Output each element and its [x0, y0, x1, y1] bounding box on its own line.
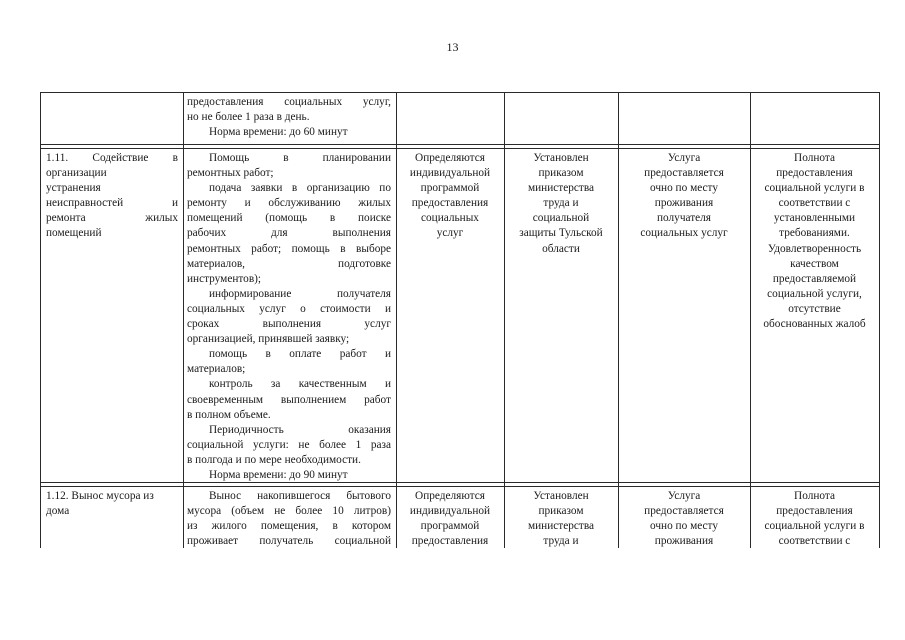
row-1-11-terms-cell — [506, 151, 616, 257]
cell-text-line: предоставления — [411, 535, 489, 548]
cell-text-line: Удовлетворенность — [767, 242, 862, 255]
cell-text-line: Услуга — [667, 152, 701, 164]
cell-text-line: проживания — [654, 197, 714, 210]
cell-text-line: предоставляемой — [772, 272, 857, 285]
cell-text-line: в полном объеме. — [187, 408, 271, 421]
cell-text-line: мусора (объем не более 10 литров) — [187, 505, 391, 518]
cell-text-line: требованиями. — [779, 227, 850, 240]
page-number: 13 — [446, 40, 459, 54]
cell-text-line: организацией, принявшей заявку; — [187, 333, 350, 346]
cell-text-line: 1.12. Вынос мусора из — [46, 490, 154, 502]
table-border-top — [40, 92, 880, 93]
row-divider-2 — [40, 148, 880, 149]
cell-text-line: приказом — [538, 505, 584, 518]
cell-text-line: установленными — [773, 212, 856, 225]
cell-text-line: проживает получатель социальной — [187, 535, 391, 548]
cell-text-line: социальной услуги, — [767, 287, 862, 300]
cell-text-line: ремонтных работ; — [187, 167, 274, 180]
cell-text-line: информирование получателя — [209, 287, 391, 300]
row-1-11-quality-cell — [752, 151, 877, 332]
cell-text-line: очно по месту — [650, 182, 718, 195]
cell-text-line: социальной услуги: не более 1 раза — [187, 438, 391, 451]
row-1-12-service-cell — [46, 489, 178, 519]
cell-text-line: рабочих для выполнения — [187, 227, 391, 240]
row-1-12-quality-cell — [752, 489, 877, 549]
cell-text-line: ремонта жилых — [46, 212, 178, 225]
cell-text-line: материалов, подготовке — [187, 257, 391, 270]
cell-text-line: социальной — [532, 212, 590, 225]
column-divider-5 — [750, 92, 751, 548]
cell-text-line: но не более 1 раза в день. — [187, 111, 310, 124]
cell-text-line: качеством — [790, 257, 839, 270]
cell-text-line: предоставления — [411, 197, 489, 210]
cell-text-line: Услуга — [667, 490, 701, 502]
cell-text-line: программой — [420, 182, 480, 195]
cell-text-line: очно по месту — [650, 520, 718, 533]
cell-text-line: программой — [420, 520, 480, 533]
cell-text-line: Определяются — [415, 152, 485, 164]
cell-text-line: помещений — [46, 227, 102, 240]
cell-text-line: ремонту и обслуживанию жилых — [187, 197, 391, 210]
cell-text-line: подача заявки в организацию по — [209, 182, 391, 195]
cell-text-line: труда и — [543, 535, 579, 548]
cell-text-line: социальных — [421, 212, 479, 225]
row-1-10-description-cell — [187, 95, 391, 140]
cell-text-line: контроль за качественным и — [209, 378, 391, 391]
cell-text-line: неисправностей и — [46, 197, 178, 210]
row-1-11-service-cell — [46, 151, 178, 242]
column-divider-4 — [618, 92, 619, 548]
cell-text-line: Вынос накопившегося бытового — [209, 490, 391, 502]
row-divider-1 — [40, 144, 880, 145]
cell-text-line: Периодичность оказания — [209, 423, 391, 436]
cell-text-line: министерства — [527, 520, 595, 533]
cell-text-line: соответствии с — [778, 197, 851, 210]
row-1-11-conditions-cell — [620, 151, 748, 242]
cell-text-line: ремонтных работ; помощь в выборе — [187, 242, 391, 255]
cell-text-line: Установлен — [533, 490, 589, 502]
cell-text-line: Определяются — [415, 490, 485, 502]
cell-text-line: защиты Тульской — [519, 227, 603, 240]
cell-text-line: помещений (помощь в поиске — [187, 212, 391, 225]
cell-text-line: социальных услуг — [640, 227, 728, 240]
row-1-12-terms-cell — [506, 489, 616, 549]
cell-text-line: Помощь в планировании — [209, 152, 391, 164]
table-border-left — [40, 92, 41, 548]
cell-text-line: в полгода и по мере необходимости. — [187, 453, 361, 466]
cell-text-line: социальных услуг о стоимости и — [187, 302, 391, 315]
cell-text-line: индивидуальной — [409, 505, 491, 518]
cell-text-line: министерства — [527, 182, 595, 195]
services-table — [40, 92, 880, 552]
cell-text-line: помощь в оплате работ и — [209, 348, 391, 361]
cell-text-line: услуг — [436, 227, 464, 240]
cell-text-line: труда и — [543, 197, 579, 210]
cell-text-line: предоставляется — [644, 167, 724, 180]
cell-text-line: обоснованных жалоб — [763, 318, 866, 331]
cell-text-line: 1.11. Содействие в — [46, 152, 178, 164]
cell-text-line: получателя — [656, 212, 712, 225]
cell-text-line: индивидуальной — [409, 167, 491, 180]
cell-text-line: предоставления социальных услуг, — [187, 96, 391, 108]
cell-text-line: предоставления — [776, 167, 853, 180]
row-1-12-volume-cell — [398, 489, 502, 549]
cell-text-line: из жилого помещения, в котором — [187, 520, 391, 533]
cell-text-line: Полнота — [794, 152, 835, 164]
cell-text-line: Полнота — [794, 490, 835, 502]
column-divider-3 — [504, 92, 505, 548]
cell-text-line: социальной услуги в — [764, 520, 865, 533]
cell-text-line: инструментов); — [187, 272, 262, 285]
row-divider-3 — [40, 482, 880, 483]
row-1-11-volume-cell — [398, 151, 502, 242]
cell-text-line: устранения — [46, 182, 101, 195]
cell-text-line: социальной услуги в — [764, 182, 865, 195]
cell-text-line: своевременным выполнением работ — [187, 393, 391, 406]
row-1-12-description-cell — [187, 489, 391, 549]
row-divider-4 — [40, 486, 880, 487]
cell-text-line: отсутствие — [788, 302, 841, 315]
cell-text-line: материалов; — [187, 363, 246, 376]
column-divider-1 — [183, 92, 184, 548]
row-1-12-conditions-cell — [620, 489, 748, 549]
row-1-11-description-cell — [187, 151, 391, 483]
cell-text-line: предоставления — [776, 505, 853, 518]
cell-text-line: приказом — [538, 167, 584, 180]
cell-text-line: дома — [46, 505, 70, 518]
cell-text-line: соответствии с — [778, 535, 851, 548]
cell-text-line: предоставляется — [644, 505, 724, 518]
cell-text-line: организации — [46, 167, 107, 180]
cell-text-line: проживания — [654, 535, 714, 548]
cell-text-line: Норма времени: до 90 минут — [209, 468, 348, 481]
cell-text-line: Норма времени: до 60 минут — [209, 126, 348, 139]
cell-text-line: области — [542, 242, 580, 255]
cell-text-line: Установлен — [533, 152, 589, 164]
cell-text-line: сроках выполнения услуг — [187, 318, 391, 331]
column-divider-2 — [396, 92, 397, 548]
table-border-right — [879, 92, 880, 548]
